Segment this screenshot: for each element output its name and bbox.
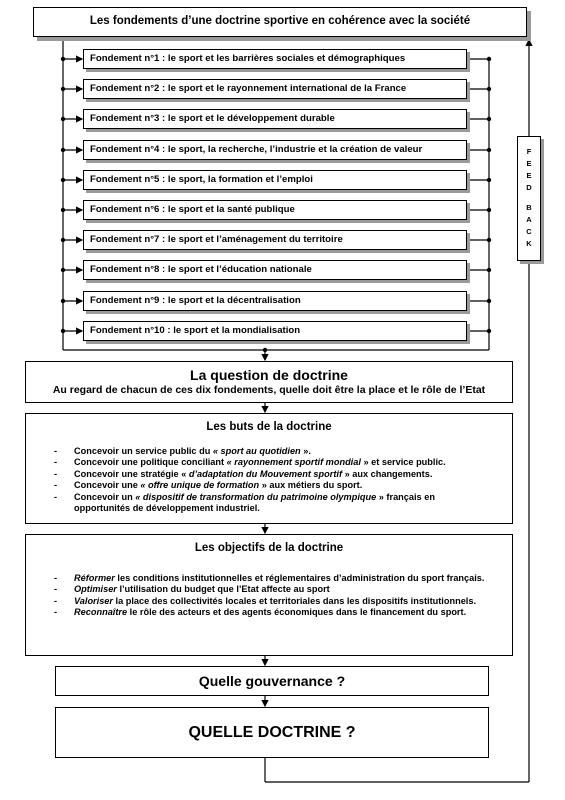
question-subtitle: Au regard de chacun de ces dix fondements, quelle doit être la place et le rôle de l’Etat <box>52 384 486 396</box>
buts-box <box>25 413 513 524</box>
connector-dot <box>61 238 65 242</box>
fondement-4: Fondement n°4 : le sport, la recherche, l’industrie et la création de valeur <box>83 140 467 160</box>
objectifs-item-text: l’utilisation du budget que l’Etat affecte au sport <box>116 584 330 595</box>
connector-dot <box>487 117 491 121</box>
feedback-letter: A <box>526 215 532 224</box>
feedback-letter: E <box>526 171 532 180</box>
buts-item-text: Concevoir une politique conciliant <box>74 457 227 468</box>
gouvernance-title: Quelle gouvernance ? <box>198 673 346 689</box>
buts-item-text: Concevoir une <box>74 480 141 491</box>
buts-item-emphasis: « sport au quotidien <box>212 446 301 456</box>
buts-item-text: Concevoir un service public du <box>74 446 213 456</box>
connector-dot <box>61 57 65 61</box>
fondement-10: Fondement n°10 : le sport et la mondialisation <box>83 321 467 341</box>
connector-dot <box>487 148 491 152</box>
connector-dot <box>61 117 65 121</box>
connector-dot <box>61 329 65 333</box>
connector-dot <box>61 148 65 152</box>
connector-dot <box>487 299 491 303</box>
objectifs-box <box>25 534 513 656</box>
buts-item-emphasis: « rayonnement sportif mondial <box>226 457 361 468</box>
fondement-5: Fondement n°5 : le sport, la formation et l’emploi <box>83 170 467 190</box>
gouvernance-box <box>55 666 489 696</box>
fondement-3: Fondement n°3 : le sport et le développement durable <box>83 109 467 129</box>
objectifs-item <box>74 607 492 618</box>
objectifs-item-text: la place des collectivités locales et territoriales dans les dispositifs institutionnels. <box>112 595 477 606</box>
feedback-letter: D <box>526 183 532 192</box>
connector-dot <box>487 57 491 61</box>
feedback-box <box>517 136 541 261</box>
buts-item <box>74 446 492 457</box>
buts-item-text: » aux changements. <box>342 468 433 479</box>
objectifs-item-emphasis: Réformer <box>74 573 115 583</box>
feedback-letter: E <box>526 159 532 168</box>
buts-item <box>74 469 492 480</box>
fondement-9: Fondement n°9 : le sport et la décentralisation <box>83 291 467 311</box>
objectifs-list <box>26 573 512 619</box>
feedback-letter: C <box>526 227 532 236</box>
buts-item <box>74 457 492 468</box>
buts-title: Les buts de la doctrine <box>206 421 332 433</box>
fondement-8: Fondement n°8 : le sport et l’éducation nationale <box>83 260 467 280</box>
buts-item-text: Concevoir une stratégie « <box>74 468 189 479</box>
objectifs-item-text: les conditions institutionnelles et réglementaires d’administration du sport français. <box>114 573 485 583</box>
fondement-7: Fondement n°7 : le sport et l’aménagement du territoire <box>83 230 467 250</box>
question-title: La question de doctrine <box>190 367 348 383</box>
connector-dot <box>61 208 65 212</box>
buts-item-text: » français en opportunités de développement industriel. <box>74 491 435 514</box>
objectifs-item-emphasis: Valoriser <box>74 595 113 606</box>
question-box <box>25 361 513 403</box>
fondement-2: Fondement n°2 : le sport et le rayonnement international de la France <box>83 79 467 99</box>
buts-item-text: Concevoir un <box>74 491 136 502</box>
doctrine-box <box>55 707 489 758</box>
feedback-letter: B <box>526 203 532 212</box>
connector-dot <box>487 208 491 212</box>
buts-item-emphasis: d’adaptation du Mouvement sportif <box>188 468 343 479</box>
connector-dot <box>487 238 491 242</box>
objectifs-item <box>74 584 492 595</box>
fondement-1: Fondement n°1 : le sport et les barrières sociales et démographiques <box>83 49 467 69</box>
objectifs-item <box>74 596 492 607</box>
connector-dot <box>487 268 491 272</box>
objectifs-title: Les objectifs de la doctrine <box>194 542 344 554</box>
feedback-letter: K <box>526 239 532 248</box>
buts-item <box>74 492 492 515</box>
connector-dot <box>487 329 491 333</box>
buts-item-emphasis: « dispositif de transformation du patrimoine olympique <box>135 491 377 502</box>
header-title: Les fondements d’une doctrine sportive en cohérence avec la société <box>89 15 471 27</box>
connector-dot <box>61 178 65 182</box>
buts-item-emphasis: « offre unique de formation <box>140 480 260 491</box>
objectifs-item-emphasis: Optimiser <box>74 584 117 595</box>
objectifs-item-emphasis: Reconnaître <box>74 607 128 618</box>
buts-item-text: ». <box>300 446 311 456</box>
buts-item-text: » et service public. <box>360 457 446 468</box>
connector-dot <box>61 87 65 91</box>
buts-item <box>74 480 492 491</box>
feedback-letter: F <box>526 147 532 156</box>
doctrine-title: QUELLE DOCTRINE ? <box>188 724 356 741</box>
header-box <box>33 7 527 37</box>
connector-dot <box>263 348 267 352</box>
connector-dot <box>487 178 491 182</box>
connector-dot <box>61 268 65 272</box>
buts-list <box>26 446 512 514</box>
connector-dot <box>487 87 491 91</box>
objectifs-item <box>74 573 492 584</box>
buts-item-text: » aux métiers du sport. <box>259 480 363 491</box>
connector-dot <box>61 299 65 303</box>
fondement-6: Fondement n°6 : le sport et la santé publique <box>83 200 467 220</box>
objectifs-item-text: le rôle des acteurs et des agents économiques dans le financement du sport. <box>127 607 467 618</box>
